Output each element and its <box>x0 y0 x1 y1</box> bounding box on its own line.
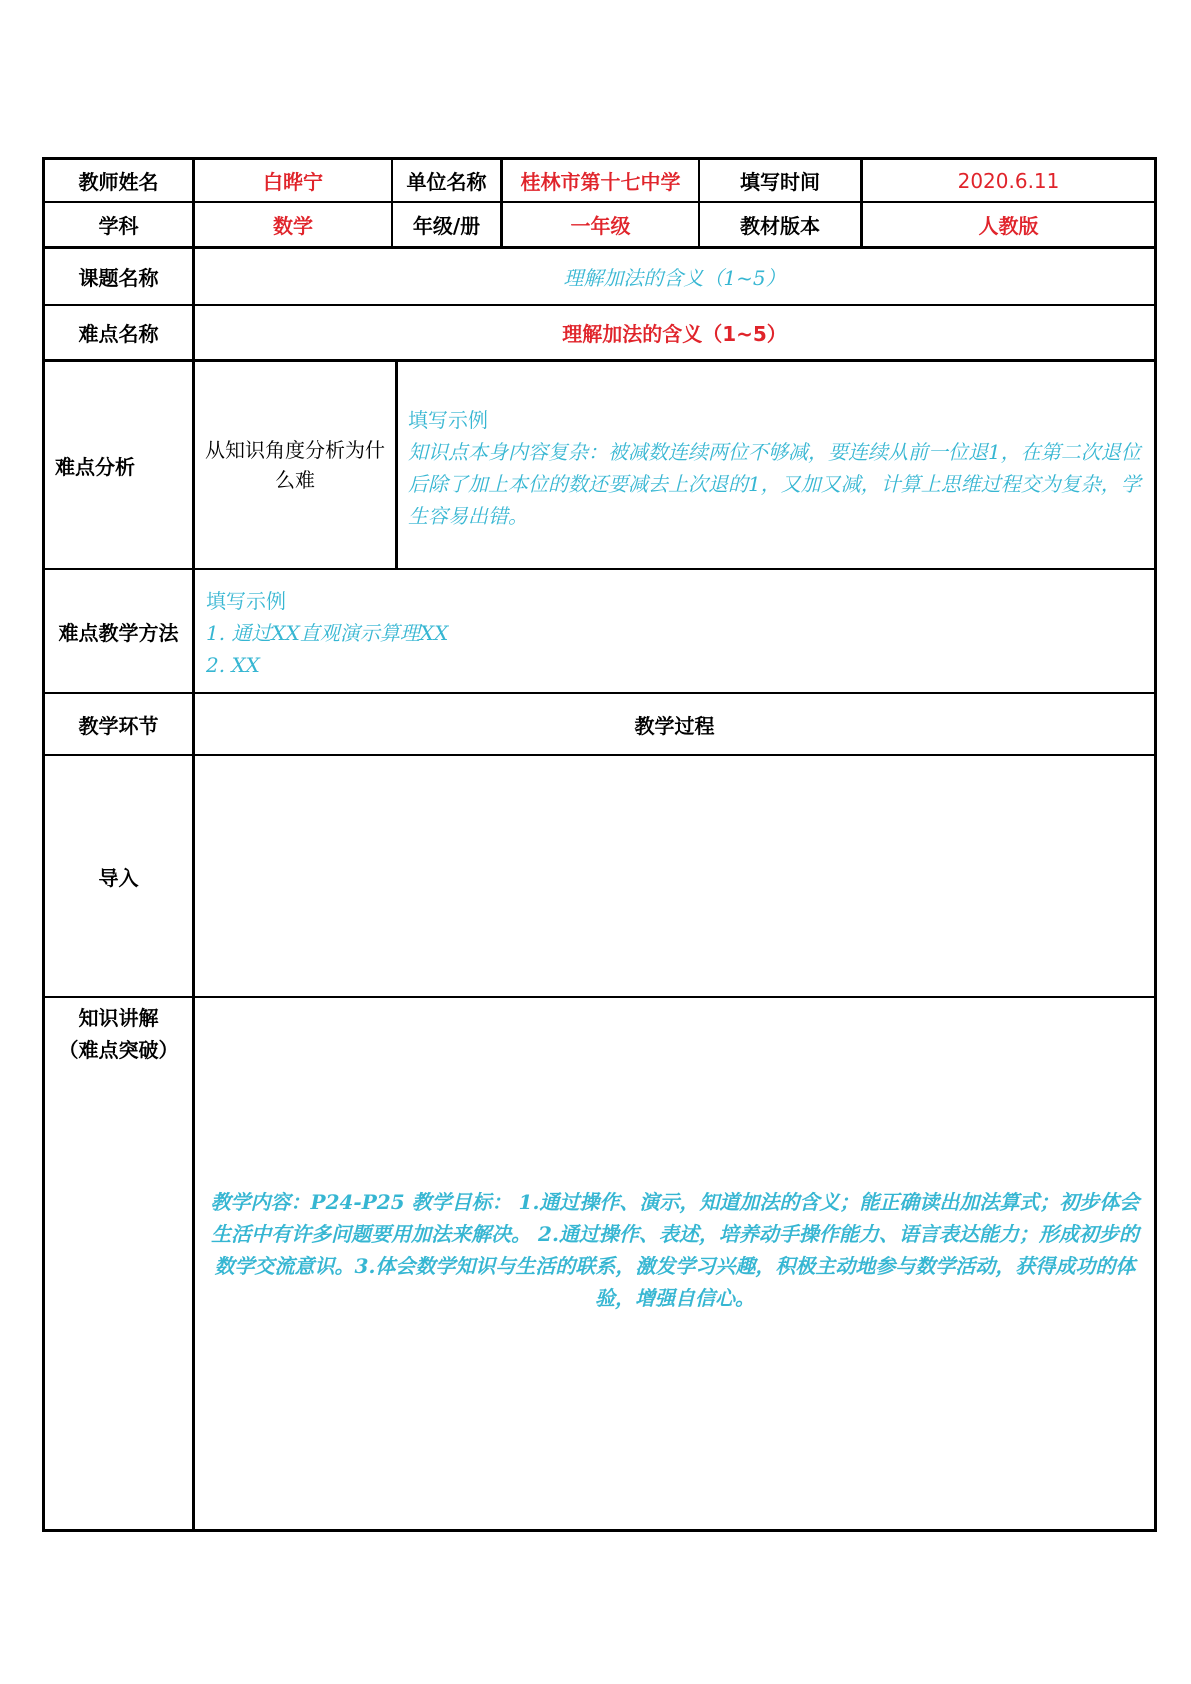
knowledge-label-line1: 知识讲解 <box>78 1005 159 1030</box>
analysis-sub-label: 从知识角度分析为什么难 <box>205 438 385 492</box>
knowledge-label-line2: （难点突破） <box>58 1037 179 1062</box>
analysis-example-title: 填写示例 <box>408 408 488 432</box>
table-border-right <box>1154 157 1157 1532</box>
analysis-label: 难点分析 <box>55 454 135 479</box>
table-line <box>43 996 1157 998</box>
knowledge-content: 教学内容：P24-P25 教学目标： 1.通过操作、演示，知道加法的含义；能正确读出加法算式；初步体会生活中有许多问题要用加法来解决。 2.通过操作、表述，培养动手操作能力、语言表达能力；形成初步的数学交流意识。3.体会数学知识与生活的联系，激发学习兴趣，积极主动地参与数学活动，获得成功的体验，增强自信心。 <box>210 1190 1140 1310</box>
grade-label: 年级/册 <box>412 214 481 238</box>
stage-label: 教学环节 <box>78 713 159 738</box>
fill-time-label: 填写时间 <box>740 170 820 194</box>
intro-label: 导入 <box>98 865 139 890</box>
table-line <box>43 568 1157 570</box>
difficulty-value: 理解加法的含义（1~5） <box>562 322 787 346</box>
unit-value: 桂林市第十七中学 <box>520 170 681 194</box>
edition-value: 人教版 <box>978 214 1039 238</box>
method-item-2: 2. XX <box>206 653 260 677</box>
topic-value: 理解加法的含义（1~5） <box>563 266 786 290</box>
fill-time-value: 2020.6.11 <box>957 168 1060 193</box>
table-line <box>192 157 195 1532</box>
table-line <box>395 359 398 569</box>
edition-label: 教材版本 <box>740 214 820 238</box>
table-border-bottom <box>43 1529 1157 1532</box>
subject-label: 学科 <box>98 214 139 238</box>
method-label: 难点教学方法 <box>58 620 179 645</box>
subject-value: 数学 <box>273 214 313 238</box>
method-item-1: 1. 通过XX直观演示算理XX <box>206 621 449 645</box>
topic-label: 课题名称 <box>78 266 159 290</box>
grade-value: 一年级 <box>570 214 631 238</box>
method-example-title: 填写示例 <box>206 589 286 613</box>
teacher-name-label: 教师姓名 <box>78 170 159 194</box>
table-line <box>43 754 1157 756</box>
teacher-name-value: 白晔宁 <box>263 170 323 194</box>
process-label: 教学过程 <box>634 713 715 738</box>
unit-label: 单位名称 <box>406 170 487 194</box>
difficulty-label: 难点名称 <box>78 322 159 346</box>
analysis-example-text: 知识点本身内容复杂：被减数连续两位不够减，要连续从前一位退1，在第二次退位后除了加上本位的数还要减去上次退的1，又加又减，计算上思维过程交为复杂，学生容易出错。 <box>408 440 1141 528</box>
